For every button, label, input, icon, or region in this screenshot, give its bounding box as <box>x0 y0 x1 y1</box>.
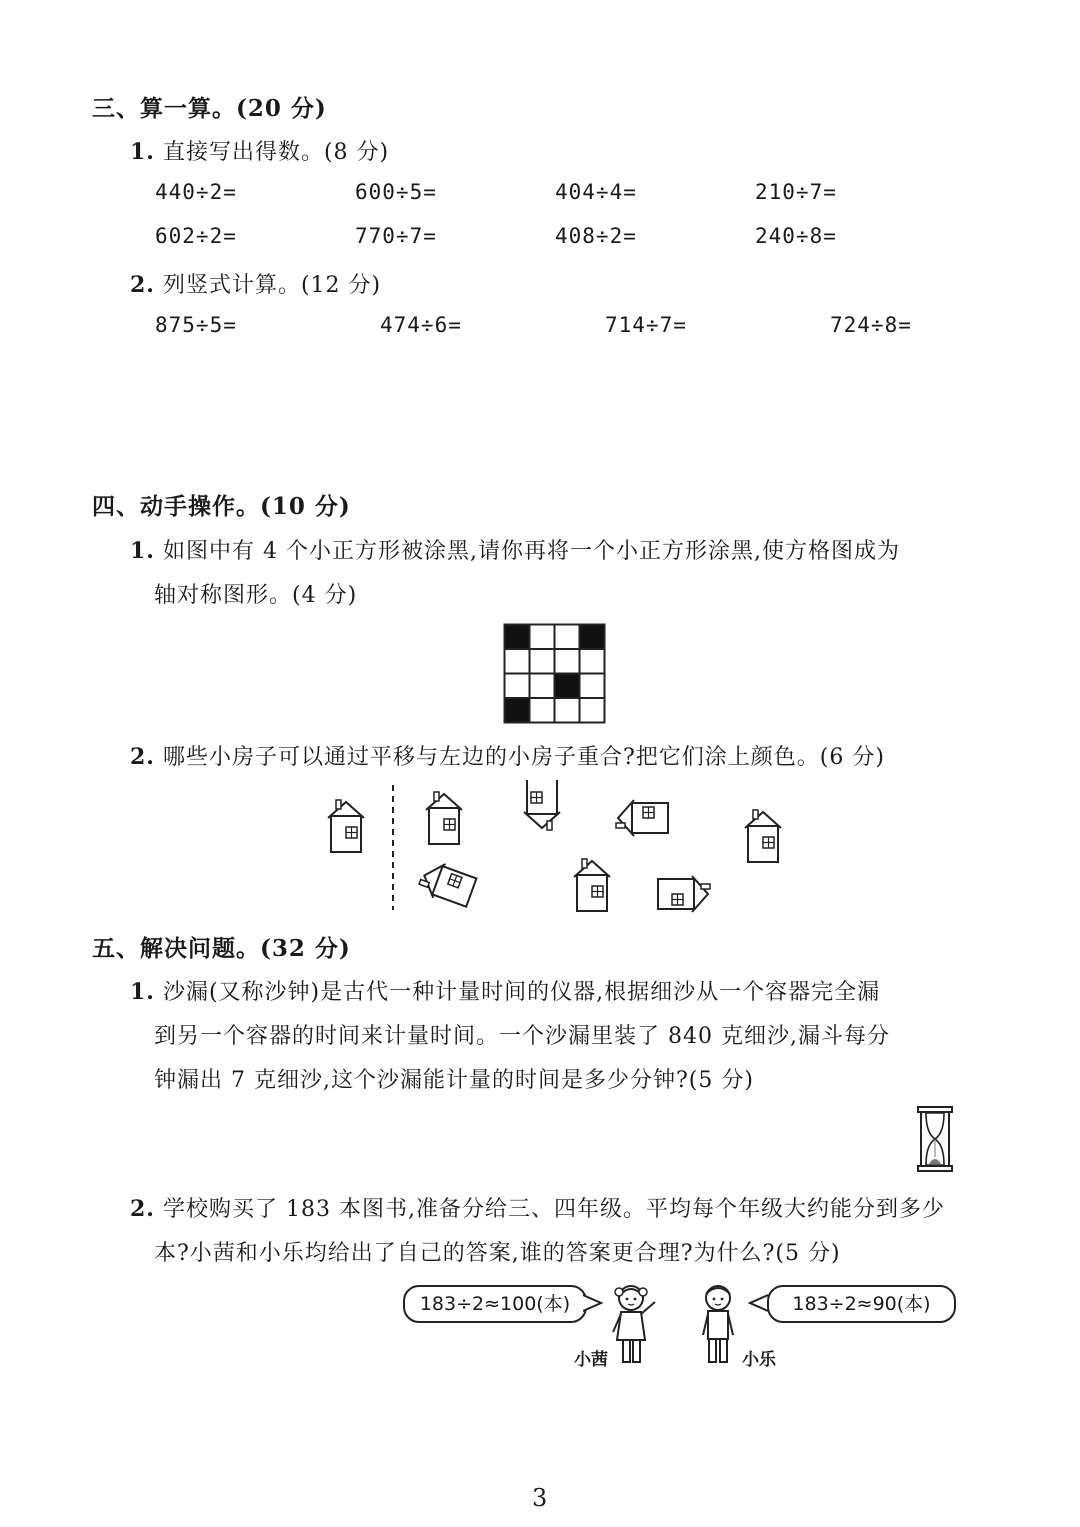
question-text-line3: 钟漏出 7 克细沙,这个沙漏能计量的时间是多少分钟?(5 分) <box>154 1068 754 1093</box>
equation: 408÷2= <box>555 224 637 248</box>
question-text-line2: 到另一个容器的时间来计量时间。一个沙漏里装了 840 克细沙,漏斗每分 <box>154 1024 890 1049</box>
section5-title: 五、解决问题。(32 分) <box>92 935 351 962</box>
grid-cell-filled[interactable] <box>555 674 580 699</box>
grid-cell[interactable] <box>555 698 580 723</box>
girl-xiaoqian-icon <box>603 1280 665 1368</box>
equation: 875÷5= <box>155 313 237 337</box>
grid-cell[interactable] <box>530 698 555 723</box>
house-icon[interactable] <box>658 876 710 912</box>
house-icon[interactable] <box>745 810 781 862</box>
section4-q2 <box>130 740 885 771</box>
equation: 404÷4= <box>555 180 637 204</box>
house-icon[interactable] <box>616 800 668 836</box>
question-text-line2: 本?小茜和小乐均给出了自己的答案,谁的答案更合理?为什么?(5 分) <box>154 1241 841 1266</box>
grid-cell[interactable] <box>505 674 530 699</box>
question-number: 2. <box>130 1196 155 1222</box>
grid-cell[interactable] <box>505 649 530 674</box>
grid-cell[interactable] <box>530 649 555 674</box>
original-house-icon <box>328 800 364 852</box>
section5-q1 <box>130 975 880 1006</box>
grid-cell-filled[interactable] <box>580 625 605 650</box>
equation: 210÷7= <box>755 180 837 204</box>
name-xiaoqian: 小茜 <box>574 1350 608 1370</box>
equation: 724÷8= <box>830 313 912 337</box>
hourglass-icon <box>915 1105 955 1173</box>
grid-cell-filled[interactable] <box>505 625 530 650</box>
question-text: 直接写出得数。(8 分) <box>162 140 390 165</box>
equation: 440÷2= <box>155 180 237 204</box>
question-text: 哪些小房子可以通过平移与左边的小房子重合?把它们涂上颜色。(6 分) <box>162 745 885 770</box>
grid-cell[interactable] <box>580 674 605 699</box>
question-text: 沙漏(又称沙钟)是古代一种计量时间的仪器,根据细沙从一个容器完全漏 <box>162 980 881 1005</box>
name-xiaole: 小乐 <box>742 1350 776 1370</box>
section3-title: 三、算一算。(20 分) <box>92 95 327 122</box>
grid-cell[interactable] <box>555 625 580 650</box>
houses-figure <box>300 780 820 915</box>
equation: 474÷6= <box>380 313 462 337</box>
grid-cell[interactable] <box>555 649 580 674</box>
house-icon[interactable] <box>416 858 477 910</box>
symmetry-grid[interactable] <box>503 623 606 724</box>
house-icon[interactable] <box>426 792 462 844</box>
house-icon[interactable] <box>574 859 610 911</box>
speech-bubble-xiaole: 183÷2≈90(本) <box>767 1285 956 1323</box>
bubble-tail-icon <box>583 1293 603 1313</box>
question-number: 2. <box>130 744 155 770</box>
grid-cell[interactable] <box>580 698 605 723</box>
question-number: 2. <box>130 272 155 298</box>
equation: 600÷5= <box>355 180 437 204</box>
question-text: 列竖式计算。(12 分) <box>162 273 382 298</box>
section3-q2 <box>130 268 381 299</box>
section4-q1 <box>130 534 900 565</box>
boy-xiaole-icon <box>698 1280 742 1368</box>
question-text: 如图中有 4 个小正方形被涂黑,请你再将一个小正方形涂黑,使方格图成为 <box>162 539 900 564</box>
equation: 602÷2= <box>155 224 237 248</box>
speech-bubble-xiaoqian: 183÷2≈100(本) <box>403 1285 587 1323</box>
grid-cell-filled[interactable] <box>505 698 530 723</box>
bubble-tail-icon <box>748 1293 768 1313</box>
section4-title: 四、动手操作。(10 分) <box>92 493 351 520</box>
question-text-line2: 轴对称图形。(4 分) <box>154 583 358 608</box>
question-number: 1. <box>130 979 155 1005</box>
equation: 240÷8= <box>755 224 837 248</box>
question-number: 1. <box>130 538 155 564</box>
equation: 770÷7= <box>355 224 437 248</box>
question-text: 学校购买了 183 本图书,准备分给三、四年级。平均每个年级大约能分到多少 <box>162 1197 945 1222</box>
equation: 714÷7= <box>605 313 687 337</box>
grid-cell[interactable] <box>580 649 605 674</box>
section5-q2 <box>130 1192 945 1223</box>
page-number: 3 <box>532 1484 548 1512</box>
question-number: 1. <box>130 139 155 165</box>
house-icon[interactable] <box>524 780 560 830</box>
grid-cell[interactable] <box>530 625 555 650</box>
grid-cell[interactable] <box>530 674 555 699</box>
section3-q1 <box>130 135 389 166</box>
